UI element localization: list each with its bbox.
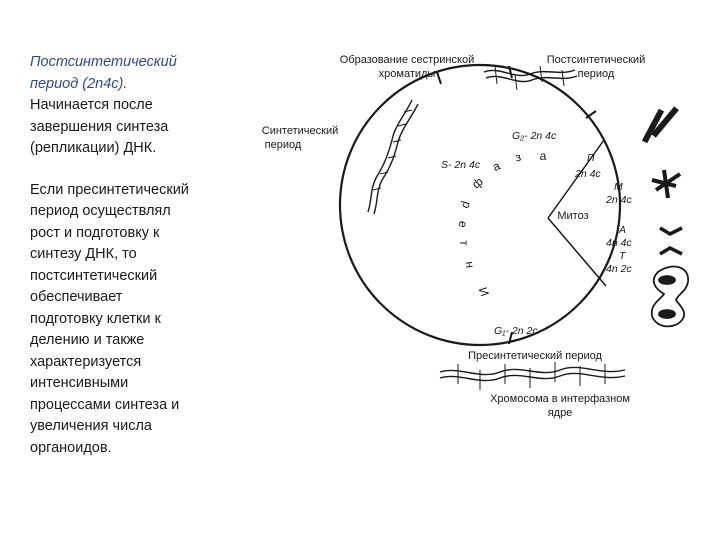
interphase-letter-1: И — [475, 285, 492, 299]
para2-line-10: интенсивными — [30, 375, 129, 391]
synthetic-label-2: период — [264, 139, 302, 151]
prophase-letter: П — [587, 152, 595, 164]
g2-phase-label: G₂- 2n 4c — [512, 130, 557, 142]
interphase-letter-3: т — [457, 240, 471, 246]
telophase-letter: Т — [619, 250, 626, 262]
para2-line-9: характеризуется — [30, 353, 142, 370]
para2-line-11: процессами синтеза и — [30, 396, 180, 413]
telophase-cells-icon — [652, 267, 688, 327]
para2-line-4: синтезу ДНК, то — [30, 246, 137, 262]
para2-line-7: подготовку клетки к — [30, 310, 161, 327]
para2-line-8: делению и также — [30, 332, 145, 348]
anaphase-chromosomes-icon — [660, 228, 682, 254]
para2-line-12: увеличения числа — [30, 418, 152, 434]
para2-line-6: обеспечивает — [30, 289, 123, 305]
interphase-letter-6: ф — [469, 174, 486, 192]
para1-line-1: Начинается после — [30, 97, 153, 113]
cell-cycle-circle — [340, 65, 620, 345]
g1-phase-label: G₁- 2n 2c — [494, 325, 538, 337]
interphase-letter-9: а — [539, 149, 547, 163]
interphase-letter-5: р — [459, 199, 475, 211]
interphase-letter-2: н — [462, 260, 478, 269]
interphase-letter-8: з — [514, 149, 523, 165]
para2-line-5: постсинтетический — [30, 267, 158, 284]
para1-line-3: (репликации) ДНК. — [30, 140, 157, 156]
heading-line-2: период (2n4c). — [30, 75, 128, 92]
postsynthetic-label-2: период — [577, 68, 615, 80]
para2-line-3: рост и подготовку к — [30, 224, 160, 241]
chromatin-tick-marks — [373, 66, 605, 390]
metaphase-formula: 2n 4c — [606, 194, 632, 206]
para2-line-1: Если пресинтетический — [30, 181, 189, 198]
prophase-chromosomes-icon — [642, 106, 679, 143]
anaphase-formula: 4n 4c — [606, 237, 632, 249]
para2-line-13: органоидов. — [30, 439, 112, 456]
interphase-letter-7: а — [490, 158, 503, 175]
sister-chromatid-label-1: Образование сестринской — [339, 54, 475, 66]
anaphase-letter: А — [619, 224, 627, 236]
telophase-formula: 4n 2c — [606, 263, 632, 275]
metaphase-letter: М — [614, 181, 623, 193]
heading-line-1: Постсинтетический — [30, 54, 177, 70]
prophase-formula: 2n 4c — [575, 168, 601, 180]
para2-line-2: период осуществлял — [30, 203, 171, 219]
synthetic-label-1: Синтетический — [261, 125, 339, 137]
chromosome-label-2: ядре — [547, 407, 573, 419]
metaphase-chromosomes-icon — [652, 170, 680, 198]
para1-line-2: завершения синтеза — [30, 118, 169, 135]
mitosis-label: Митоз — [557, 210, 589, 222]
sister-chromatid-label-2: хроматиды — [378, 68, 436, 80]
s-phase-label: S- 2n 4c — [441, 159, 481, 171]
interphase-letter-4: е — [455, 220, 471, 229]
chromosome-label-1: Хромосома в интерфазном — [490, 393, 630, 405]
presynthetic-label: Пресинтетический период — [468, 350, 602, 362]
interphase-arc-label — [456, 149, 547, 298]
postsynthetic-label-1: Постсинтетический — [546, 54, 646, 66]
